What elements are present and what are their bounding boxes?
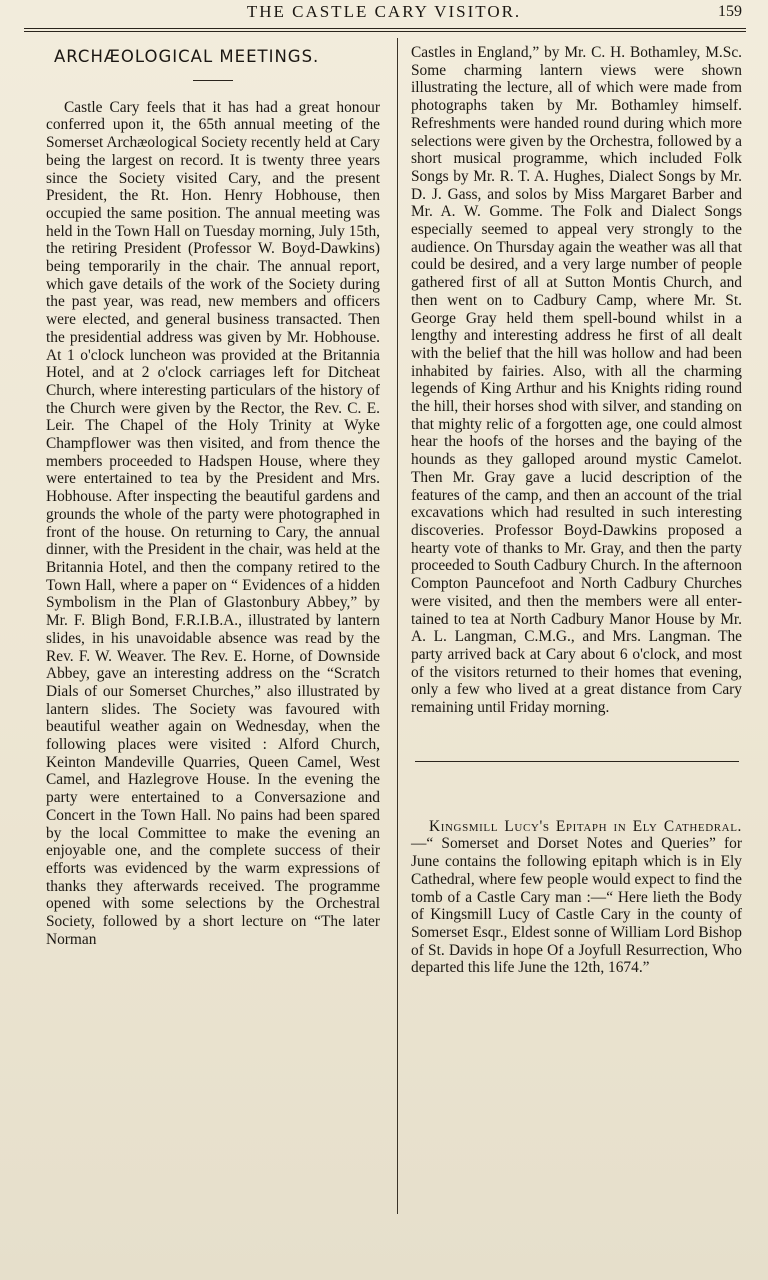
page-number: 159 [718, 3, 742, 20]
header-rule [24, 28, 746, 29]
epitaph-paragraph [411, 818, 742, 977]
running-title: THE CASTLE CARY VISITOR. [246, 2, 522, 21]
title-rule [193, 80, 233, 81]
article-body-right: Castles in England,” by Mr. C. H. Bothamley, M.Sc. Some charming lantern views were shown illustrating the lecture, all of which were made from photographs taken by Mr. Bothamley himself. Refreshments were handed round during which more selections were given by the Orchestra, followed by a short musical programme, which included Folk Songs by Mr. R. T. A. Hughes, Dialect Songs by Mr. D. J. Gass, and solos by Miss Margaret Barber and Mr. A. W. Gomme. The Folk and Dialect Songs especially seemed to appeal very strongly to the audience. On Thursday again the weather was all that could be desired, and a very large number of people gathered first of all at Sutton Montis Church, and then went on to Cadbury Camp, where Mr. St. George Gray held them spell-bound whilst in a lengthy and interesting address he first of all dealt with the belief that the hill was hollow and had been inhabited by fairies. Also, with all the charming legends of King Arthur and his Knights riding round the hill, their horses shod with silver, and standing on that mighty relic of a forgotten age, one could almost hear the hoofs of the horses and the baying of the hounds as they galloped around mystic Camelot. Then Mr. Gray gave a lucid description of the features of the camp, and then an account of the trial excavations which had resulted in such interesting discoveries. Professor Boyd-Dawkins proposed a hearty vote of thanks to Mr. Gray, and then the party proceeded to South Cadbury Church. In the afternoon Compton Pauncefoot and North Cadbury Churches were visited, and then the members were all entertained to tea at North Cadbury Manor House by Mr. A. L. Langman, C.M.G., and Mrs. Langman. The party arrived back at Cary about 6 o'clock, and most of the visitors returned to their homes that evening, only a few who lived at a great distance from Cary remaining until Friday morning. [411, 44, 742, 717]
epitaph-text: —“ Somerset and Dorset Notes and Queries” for June contains the following epitaph which is in Ely Cathedral, where few people would expect to find the tomb of a Castle Cary man :—“ Here lieth the Body of Kingsmill Lucy of Castle Cary in the county of Somerset Esqr., Eldest sonne of William Lord Bishop of St. Davids in hope Of a Joyfull Resurrection, Who departed this life June the 12th, 1674.” [411, 835, 742, 977]
left-column [46, 40, 380, 948]
header-rule-double [24, 31, 746, 32]
section-rule [415, 761, 739, 762]
right-column [411, 44, 742, 977]
epitaph-heading: Kingsmill Lucy's Epitaph in Ely Cathedral. [429, 817, 742, 835]
article-title: ARCHÆOLOGICAL MEETINGS. [54, 47, 320, 66]
running-head [0, 0, 768, 26]
column-divider [397, 38, 398, 1214]
article-body-left: Castle Cary feels that it has had a great honour conferred upon it, the 65th annual meeting of the Somerset Archæological Society recently held at Cary being the largest on record. It is twenty three years since the Society visited Cary, and the present President, the Rt. Hon. Henry Hobhouse, then occupied the same position. The annual meeting was held in the Town Hall on Tuesday morning, July 15th, the retiring President (Professor W. Boyd-Dawkins) being temporarily in the chair. The annual report, which gave details of the work of the Society during the past year, was read, new members and officers were elected, and general business transacted. Then the presidential address was given by Mr. Hobhouse. At 1 o'clock luncheon was provided at the Britannia Hotel, and at 2 o'clock carriages left for Ditcheat Church, where interesting particulars of the history of the Church were given by the Rector, the Rev. C. E. Leir. The Chapel of the Holy Trinity at Wyke Champflower was then visited, and from thence the members proceeded to Hadspen House, where they were entertained to tea by the President and Mrs. Hobhouse. After inspecting the beautiful gardens and grounds the whole of the party were photographed in front of the house. On returning to Cary, the annual dinner, with the President in the chair, was held at the Britannia Hotel, and then the company retired to the Town Hall, where a paper on “ Evidences of a hidden Symbolism in the Plan of Glastonbury Abbey,” by Mr. F. Bligh Bond, F.R.I.B.A., illustrated by lantern slides, in his unavoidable absence was read by the Rev. F. W. Weaver. The Rev. E. Horne, of Downside Abbey, gave an interesting address on the “Scratch Dials of our Somerset Churches,” also illustrated by lantern slides. The Society was favoured with beautiful weather again on Wednesday, when the following places were visited : Alford Church, Keinton Mandeville Quarries, Queen Camel, West Camel, and Hazlegrove House. In the evening the party were entertained to a Conversazione and Concert in the Town Hall. No pains had been spared by the local Committee to make the evening an enjoyable one, and the complete success of their efforts was evidenced by the warm expressions of thanks they afterwards received. The programme opened with some selections by the Orchestral Society, followed by a short lecture on “The later Norman [46, 98, 380, 948]
